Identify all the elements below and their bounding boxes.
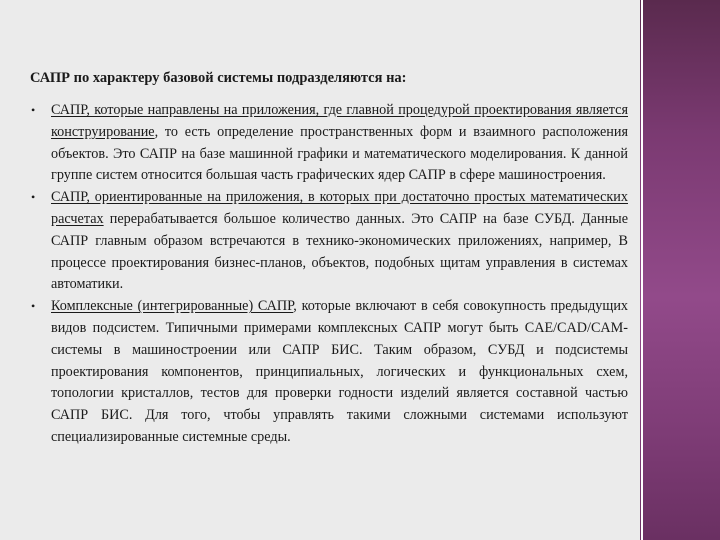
item-text: перерабатывается большое количество данных. Это САПР на базе СУБД. Данные САПР главным образом встречаются в технико-экономических приложениях, например, В процессе проектирования бизнес-планов, объектов, подобных щитам управления в системах автоматики. (51, 210, 628, 293)
item-text: , которые включают в себя совокупность предыдущих видов подсистем. Типичными примерами комплексных САПР могут быть CAE/CAD/CAM-системы в машиностроении или САПР БИС. Таким образом, СУБД и подсистемы проектирования компонентов, принципиальных, логических и функциональных схем, топологии кристаллов, тестов для проверки годности изделий является составной частью САПР БИС. Для того, чтобы управлять такими сложными системами используют специализированные системные среды. (51, 298, 629, 445)
list-item (30, 296, 628, 449)
list-item (30, 100, 628, 187)
bullet-icon: • (31, 299, 36, 314)
slide-heading: САПР по характеру базовой системы подразделяются на: (30, 70, 407, 86)
item-underlined-text: САПР, которые направлены на приложения, где главной процедурой проектирования является конструирование (51, 102, 628, 140)
decorative-side-stripe (640, 0, 720, 540)
stripe-divider (641, 0, 643, 540)
item-underlined-text: САПР, ориентированные на приложения, в которых при достаточно простых математических расчетах (51, 189, 628, 227)
bullet-icon: • (31, 103, 36, 117)
item-underlined-text: Комплексные (интегрированные) САПР (51, 298, 294, 315)
list-item (30, 187, 628, 296)
item-text: , то есть определение пространственных форм и взаимного расположения объектов. Это САПР на базе машинной графики и математического моделирования. К данной группе систем относится большая часть графических ядер САПР в сфере машиностроения. (51, 123, 628, 184)
bullet-list (30, 100, 628, 449)
bullet-icon: • (31, 190, 36, 205)
